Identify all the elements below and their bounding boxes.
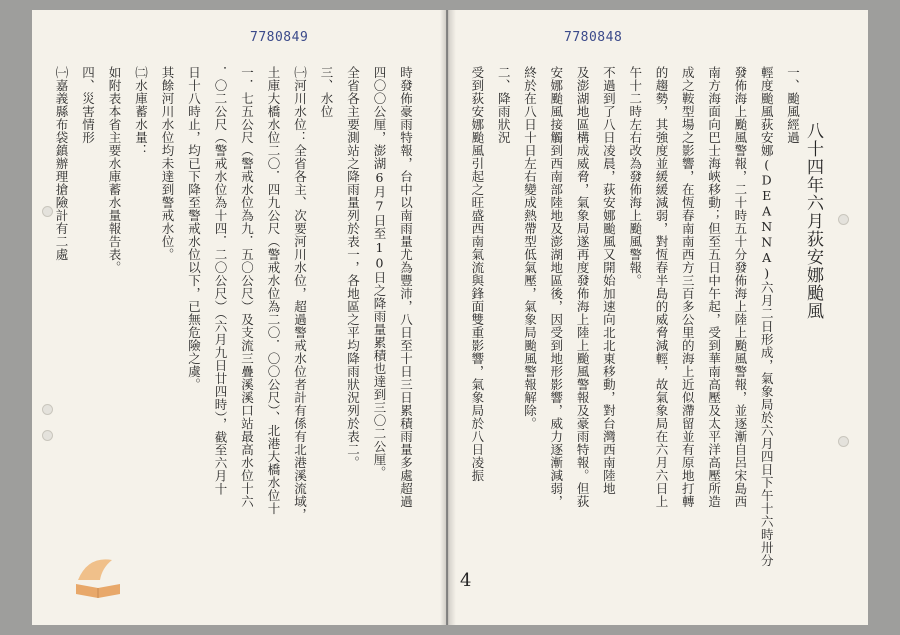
- binding-hole: [42, 404, 53, 415]
- binding-hole: [42, 206, 53, 217]
- binding-hole: [42, 430, 53, 441]
- text-column: 的趨勢，其強度並緩緩減弱，對恆春半島的威脅減輕，故氣象局在六月六日上: [654, 66, 669, 508]
- archive-stamp-number: 7780849: [250, 30, 309, 45]
- archive-logo-icon: [72, 550, 124, 602]
- text-column: ㈠河川水位：全省各主、次要河川水位，超過警戒水位者計有係有北港溪流域，: [292, 66, 308, 521]
- archive-stamp-number: 7780848: [564, 30, 623, 45]
- text-column: 二、降雨狀況: [496, 66, 512, 144]
- text-column: 一．七五公尺（警戒水位為九．五〇公尺）及支流三疊溪溪口站最高水位十六: [239, 66, 255, 508]
- text-column: ㈡水庫蓄水量：: [133, 66, 149, 157]
- text-column: 輕度颱風荻安娜(DEANNA)六月二日形成，氣象局於六月四日下午十六時卅分: [759, 66, 775, 567]
- text-column: 安娜颱風接觸到西南部陸地及澎湖地區後，因受到地形影響，威力逐漸減弱，: [548, 66, 564, 508]
- book-gutter: [440, 10, 456, 625]
- binding-hole: [838, 436, 849, 447]
- text-column: 時發佈豪雨特報，台中以南雨量尤為豐沛，八日至十日三日累積雨量多處超過: [398, 66, 414, 508]
- text-column: 全省各主要測站之降雨量列於表一，各地區之平均降雨狀況列於表二。: [345, 66, 361, 469]
- text-column: 三、水位: [319, 66, 334, 118]
- text-column: 土庫大橋水位二〇．四九公尺（警戒水位為二〇．〇〇公尺）、北港大橋水位十: [266, 66, 281, 515]
- text-column: ㈠嘉義縣布袋鎮辦理搶險計有二處: [54, 66, 69, 261]
- text-column: 受到荻安娜颱風引起之旺盛西南氣流與鋒面雙重影響，氣象局於八日凌振: [469, 66, 485, 482]
- text-column: 日十八時止，均已下降至警戒水位以下，已無危險之虞。: [186, 66, 202, 391]
- document-title: 八十四年六月荻安娜颱風: [803, 122, 823, 320]
- text-column: 四、災害情形: [80, 66, 96, 144]
- text-column: 不過到了八日凌晨，荻安娜颱風又開始加速向北北東移動，對台灣西南陸地: [601, 66, 617, 495]
- text-column: 終於在八日十日左右變成熱帶型低氣壓，氣象局颱風警報解除。: [522, 66, 538, 430]
- text-column: ．〇二公尺（警戒水位為十四．二〇公尺）（六月九日廿四時），截至六月十: [213, 66, 228, 496]
- text-column: 其餘河川水位均未達到警戒水位。: [160, 66, 175, 261]
- text-column: 發佈海上颱風警報，二十時五十分發佈海上陸上颱風警報，並逐漸自呂宋島西: [732, 66, 748, 508]
- text-column: 四〇〇公厘，澎湖6月7日至10日之降雨量累積也達到三〇二公厘。: [372, 66, 387, 479]
- page-number: 4: [460, 570, 472, 591]
- text-column: 南方海面向巴士海峽移動；但至五日中午起，受到華南高壓及太平洋高壓所造: [706, 66, 722, 508]
- text-column: 成之鞍型場之影響，在恆春南南西方三百多公里的海上近似滯留並有原地打轉: [680, 66, 696, 508]
- left-page: [32, 10, 446, 625]
- text-column: 及澎湖地區構成威脅，氣象局遂再度發佈海上陸上颱風警報及豪雨特報。但荻: [575, 66, 591, 508]
- text-column: 如附表本省主要水庫蓄水量報告表。: [107, 66, 122, 274]
- text-column: 午十二時左右改為發佈海上颱風警報。: [627, 66, 643, 287]
- binding-hole: [838, 214, 849, 225]
- text-column: 一、颱風經過: [785, 66, 801, 144]
- right-page: [448, 10, 868, 625]
